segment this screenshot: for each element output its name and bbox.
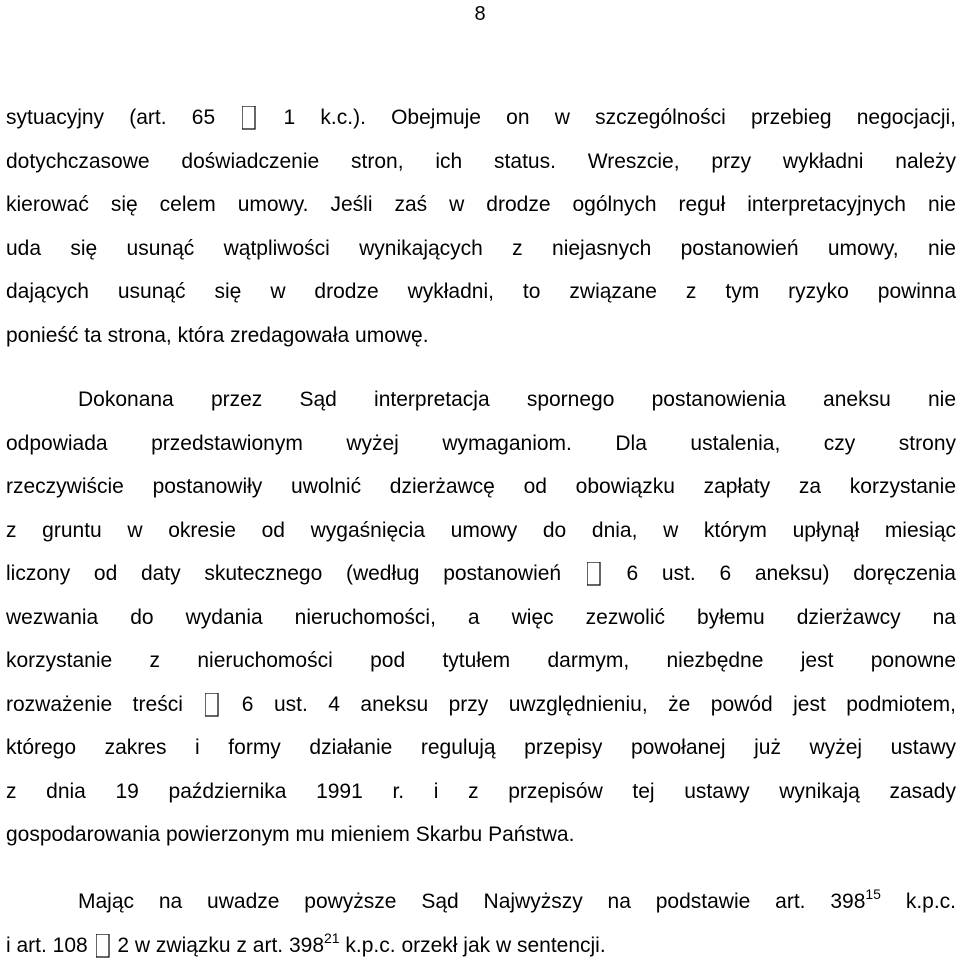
page-number: 8 [0, 2, 960, 26]
text-line: uda się usunąć wątpliwości wynikających z niejasnych postanowień umowy, nie [6, 227, 956, 271]
text-line: Mając na uwadze powyższe Sąd Najwyższy na podstawie art. $398^{15}$ k.p.c. [6, 880, 956, 924]
text-line: z dnia 19 października 1991 r. i z przepisów tej ustawy wynikają zasady [6, 770, 956, 814]
text-line: odpowiada przedstawionym wyżej wymaganiom. Dla ustalenia, czy strony [6, 422, 956, 466]
superscript: 21 [324, 930, 340, 946]
text-line: wezwania do wydania nieruchomości, a więc zezwolić byłemu dzierżawcy na [6, 596, 956, 640]
section-sign-icon [587, 562, 601, 586]
text-line: kierować się celem umowy. Jeśli zaś w drodze ogólnych reguł interpretacyjnych nie [6, 183, 956, 227]
text-line: rozważenie treści 6 ust. 4 aneksu przy uwzględnieniu, że powód jest podmiotem, [6, 683, 956, 727]
section-sign-icon [96, 934, 110, 958]
paragraph-3 [6, 880, 956, 967]
superscript: 15 [865, 886, 881, 902]
text-line: rzeczywiście postanowiły uwolnić dzierżawcę od obowiązku zapłaty za korzystanie [6, 465, 956, 509]
paragraph-2 [6, 378, 956, 857]
paragraph-1 [6, 96, 956, 357]
text-line: korzystanie z nieruchomości pod tytułem darmym, niezbędne jest ponowne [6, 639, 956, 683]
text-line: dotychczasowe doświadczenie stron, ich status. Wreszcie, przy wykładni należy [6, 140, 956, 184]
text-line: z gruntu w okresie od wygaśnięcia umowy do dnia, w którym upłynął miesiąc [6, 509, 956, 553]
text-line: ponieść ta strona, która zredagowała umowę. [6, 314, 956, 358]
text-line: gospodarowania powierzonym mu mieniem Skarbu Państwa. [6, 813, 956, 857]
text-line: Dokonana przez Sąd interpretacja spornego postanowienia aneksu nie [6, 378, 956, 422]
section-sign-icon [205, 693, 219, 717]
text-line: i art. 108 2 w związku z art. $398^{21}$ k.p.c. orzekł jak w sentencji. [6, 924, 956, 967]
text-line: liczony od daty skutecznego (według postanowień 6 ust. 6 aneksu) doręczenia [6, 552, 956, 596]
section-sign-icon [242, 106, 256, 130]
text-line: sytuacyjny (art. 65 1 k.c.). Obejmuje on w szczególności przebieg negocjacji, [6, 96, 956, 140]
text-line: którego zakres i formy działanie regulują przepisy powołanej już wyżej ustawy [6, 726, 956, 770]
text-line: dających usunąć się w drodze wykładni, to związane z tym ryzyko powinna [6, 270, 956, 314]
